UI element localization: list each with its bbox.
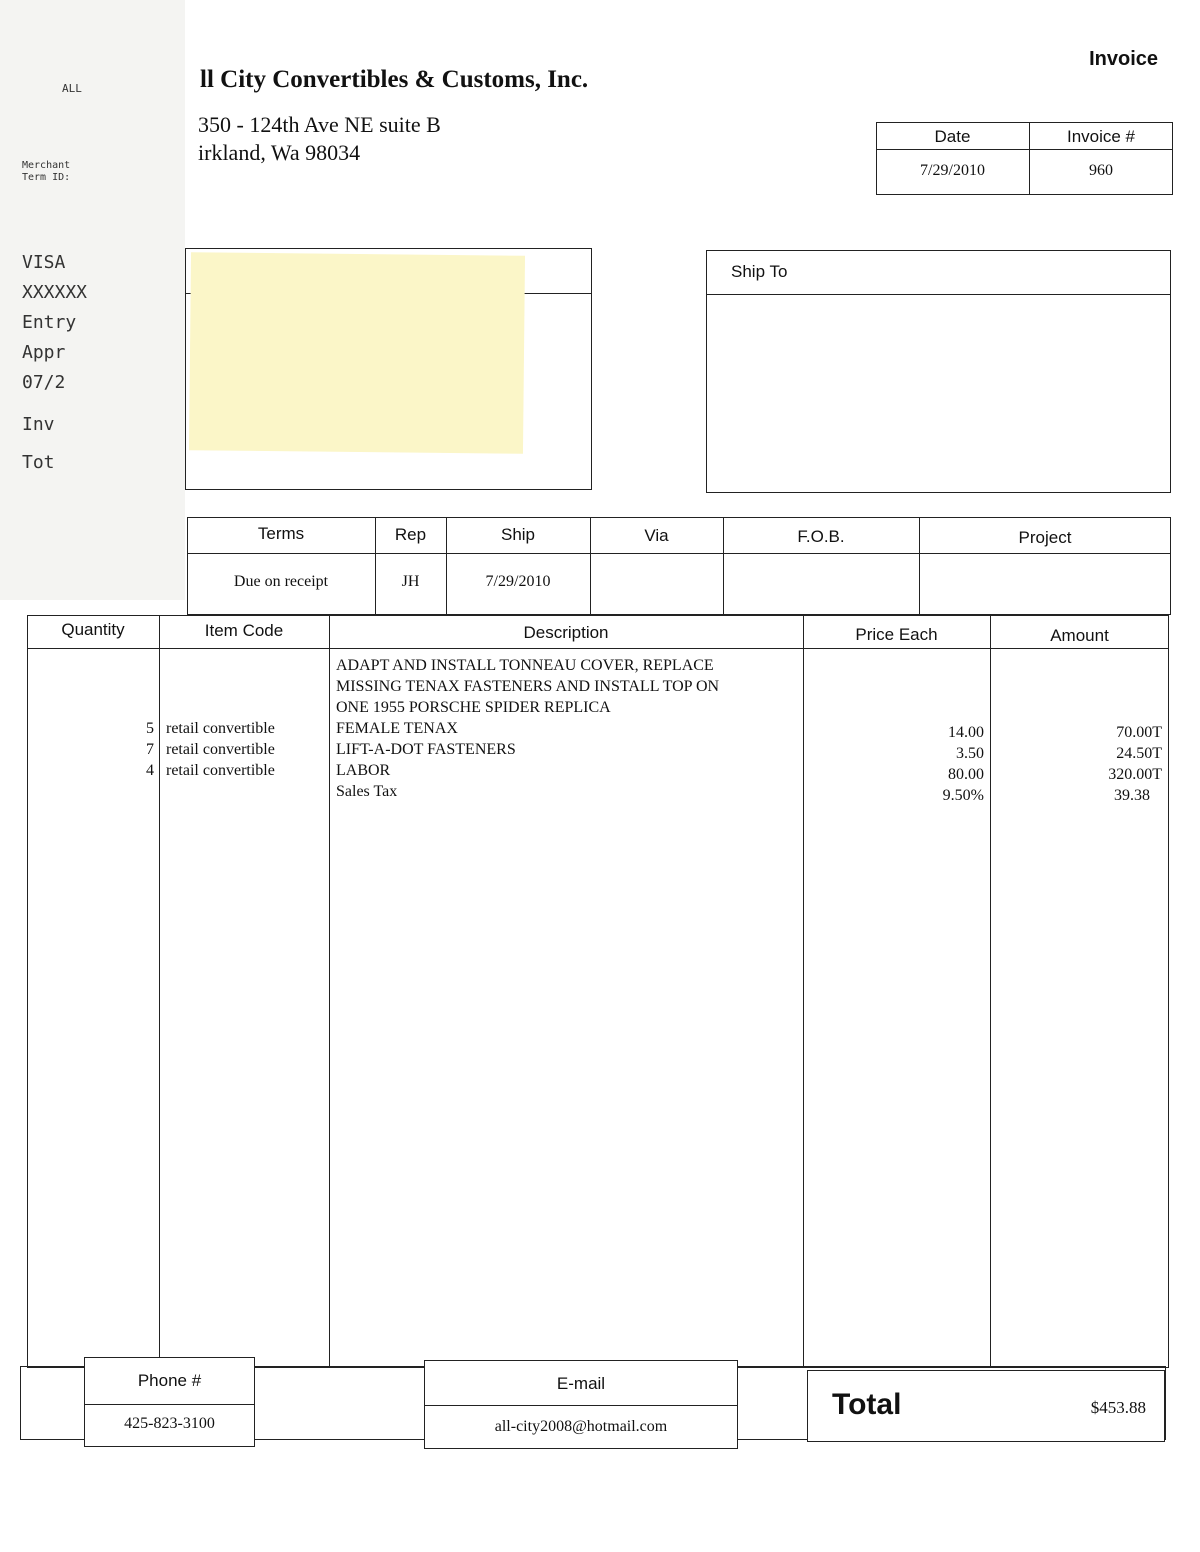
email-address: all-city2008@hotmail.com	[494, 1418, 668, 1435]
amount-cell: 320.00T	[1108, 766, 1162, 783]
receipt-store: ALL	[62, 82, 82, 95]
price-cell: 3.50	[956, 745, 984, 762]
amount-cell: 39.38	[1114, 787, 1150, 804]
quantity-cell: 4	[146, 762, 154, 779]
receipt-term-label: Term ID:	[22, 172, 71, 183]
ship-date-value: 7/29/2010	[485, 573, 551, 590]
date-label: Date	[934, 127, 971, 146]
amount-header: Amount	[1050, 626, 1109, 645]
rep-value: JH	[401, 573, 420, 590]
receipt-strip	[0, 0, 185, 600]
price-cell: 9.50%	[942, 787, 984, 804]
email-label: E-mail	[556, 1374, 606, 1393]
divider	[706, 294, 1171, 295]
quantity-header: Quantity	[61, 620, 125, 639]
divider	[27, 648, 1169, 649]
ship-header: Ship	[500, 525, 536, 544]
terms-value: Due on receipt	[233, 573, 329, 590]
phone-label: Phone #	[137, 1371, 202, 1390]
description-cell: Sales Tax	[336, 783, 398, 800]
via-header: Via	[644, 526, 669, 545]
invoice-number-label: Invoice #	[1066, 127, 1136, 146]
ship-to-label: Ship To	[731, 262, 788, 281]
rep-header: Rep	[394, 525, 427, 544]
terms-header: Terms	[257, 524, 305, 543]
receipt-lines	[22, 248, 87, 478]
divider	[159, 615, 160, 1368]
item-code-header: Item Code	[204, 621, 284, 640]
receipt-line: Inv	[22, 414, 55, 435]
invoice-date: 7/29/2010	[920, 162, 985, 179]
divider	[187, 553, 1171, 554]
quantity-cell: 5	[146, 720, 154, 737]
receipt-line: Tot	[22, 452, 55, 473]
receipt-line: 07/2	[22, 372, 66, 393]
redaction-sticky-note	[189, 252, 525, 453]
divider	[84, 1404, 255, 1405]
receipt-line: VISA	[22, 252, 66, 273]
receipt-merchant	[22, 160, 70, 184]
item-code-cell: retail convertible	[166, 720, 275, 737]
description-cell: LIFT-A-DOT FASTENERS	[336, 741, 516, 758]
invoice-number: 960	[1089, 162, 1113, 179]
project-header: Project	[1018, 528, 1072, 547]
description-intro-line: ONE 1955 PORSCHE SPIDER REPLICA	[336, 699, 611, 716]
description-header: Description	[523, 623, 609, 642]
description-cell: FEMALE TENAX	[336, 720, 458, 737]
price-cell: 80.00	[948, 766, 984, 783]
receipt-line: XXXXXX	[22, 282, 88, 303]
total-label: Total	[832, 1388, 902, 1421]
receipt-line: Appr	[22, 342, 66, 363]
price-cell: 14.00	[948, 724, 984, 741]
description-intro-line: MISSING TENAX FASTENERS AND INSTALL TOP ON	[336, 678, 720, 695]
divider	[990, 615, 991, 1368]
doc-title: Invoice	[1089, 48, 1158, 70]
quantity-cell: 7	[146, 741, 154, 758]
price-each-header: Price Each	[855, 625, 938, 644]
phone-number: 425-823-3100	[124, 1415, 215, 1432]
total-amount: $453.88	[1090, 1398, 1146, 1417]
divider	[803, 615, 804, 1368]
divider	[329, 615, 330, 1368]
ship-to-box	[706, 250, 1171, 493]
divider	[424, 1405, 738, 1406]
company-name: ll City Convertibles & Customs, Inc.	[200, 66, 589, 93]
receipt-line: Entry	[22, 312, 77, 333]
company-address-1: 350 - 124th Ave NE suite B	[198, 112, 441, 137]
fob-header: F.O.B.	[797, 527, 845, 546]
description-cell: LABOR	[336, 762, 391, 779]
amount-cell: 24.50T	[1116, 745, 1162, 762]
item-code-cell: retail convertible	[166, 741, 275, 758]
company-address-2: irkland, Wa 98034	[198, 140, 361, 165]
description-intro-line: ADAPT AND INSTALL TONNEAU COVER, REPLACE	[336, 657, 714, 674]
item-code-cell: retail convertible	[166, 762, 275, 779]
amount-cell: 70.00T	[1116, 724, 1162, 741]
divider	[876, 149, 1173, 150]
receipt-merchant-label: Merchant	[22, 160, 71, 171]
